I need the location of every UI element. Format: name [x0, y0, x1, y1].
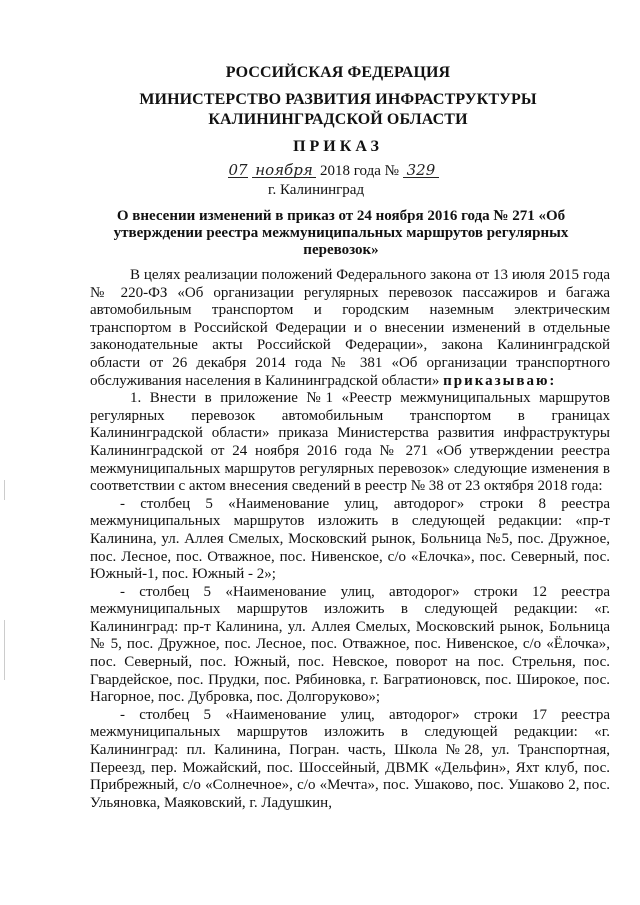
handwritten-order-number: 329 [403, 163, 439, 178]
order-title: О внесении изменений в приказ от 24 ноября 2016 года № 271 «Об утверждении реестра межмуниципальных маршрутов регулярных перевозок» [113, 208, 569, 258]
item-row8-paragraph: - столбец 5 «Наименование улиц, автодорог» строки 8 реестра межмуниципальных маршрутов изложить в следующей редакции: «пр-т Калинина, ул. Аллея Смелых, Московский рынок, Больница №5, пос. Дружное, пос. Лесное, пос. Отважное, пос. Нивенское, с/о «Елочка», пос. Северный, пос. Южный-1, пос. Южный - 2»; [90, 495, 610, 583]
header-ministry-line1: МИНИСТЕРСТВО РАЗВИТИЯ ИНФРАСТРУКТУРЫ [139, 91, 537, 108]
item-1-paragraph: 1. Внести в приложение №1 «Реестр межмуниципальных маршрутов регулярных перевозок автомобильным транспортом в границах Калининградской области» приказа Министерства развития инфраструктуры Калининградской от 24 ноября 2016 года № 271 «Об утверждении реестра межмуниципальных маршрутов регулярных перевозок» следующие изменения в соответствии с актом внесения сведений в реестр № 38 от 23 октября 2018 года: [90, 390, 610, 495]
item-row12-paragraph: - столбец 5 «Наименование улиц, автодорог» строки 12 реестра межмуниципальных маршрутов изложить в следующей редакции: «г. Калининград: пр-т Калинина, ул. Аллея Смелых, Московский рынок, Больница № 5, пос. Дружное, пос. Лесное, пос. Отважное, пос. Нивенское, с/о «Ёлочка», пос. Северный, пос. Южный, пос. Невское, поворот на пос. Стрельня, пос. Гвардейское, пос. Прудки, пос. Рябиновка, г. Багратионовск, пос. Широкое, пос. Нагорное, пос. Дубровка, пос. Долгоруково»; [90, 583, 610, 706]
header-country: РОССИЙСКАЯ ФЕДЕРАЦИЯ [225, 64, 451, 81]
order-body [90, 267, 610, 812]
dateline-year-text: 2018 года № [320, 163, 399, 179]
handwritten-month: ноября [252, 163, 316, 178]
header-ministry-line2: КАЛИНИНГРАДСКОЙ ОБЛАСТИ [208, 111, 468, 128]
item-row17-paragraph: - столбец 5 «Наименование улиц, автодорог» строки 17 реестра межмуниципальных маршрутов изложить в следующей редакции: «г. Калининград: пл. Калинина, Погран. часть, Школа №28, ул. Транспортная, Переезд, пер. Можайский, пос. Шоссейный, ДВМК «Дельфин», Яхт клуб, пос. Прибрежный, с/о «Солнечное», с/о «Мечта», пос. Ушаково, пос. Ушаково 2, пос. Ульяновка, Маяковский, г. Ладушкин, [90, 706, 610, 811]
dateline-city: г. Калининград [268, 182, 365, 198]
scan-margin-mark [4, 620, 5, 680]
preamble-paragraph [90, 267, 610, 390]
handwritten-day: 07 [228, 161, 248, 179]
scan-margin-mark [4, 480, 5, 500]
order-word: приказываю: [443, 372, 557, 389]
header-doc-type: ПРИКАЗ [293, 138, 383, 155]
order-dateline [228, 163, 439, 180]
preamble-text: В целях реализации положений Федерального закона от 13 июля 2015 года № 220-ФЗ «Об организации регулярных перевозок пассажиров и багажа автомобильным транспортом и городским наземным электрическим транспортом в Российской Федерации и о внесении изменений в отдельные законодательные акты Российской Федерации», закона Калининградской области от 26 декабря 2014 года № 381 «Об организации транспортного обслуживания населения в Калининградской области» [90, 267, 610, 389]
